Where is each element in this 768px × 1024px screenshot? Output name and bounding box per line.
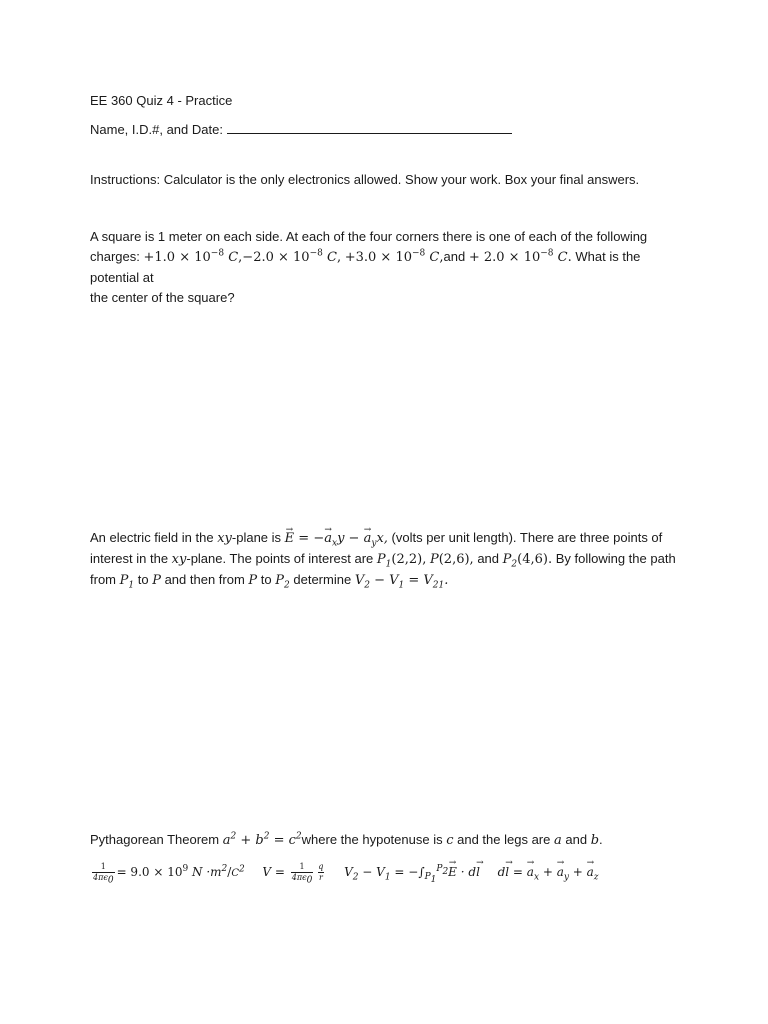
problem-1-line-1: A square is 1 meter on each side. At each of the four corners there is one of each of the following [90,229,648,244]
name-blank[interactable] [227,121,512,134]
charge-1: $+1.0 \times 10^{-8}$ C, [143,248,243,265]
problem-1-line-2 [90,247,690,288]
problem-2-line-1: An electric field in the xy-plane is → E = −→ $a_xy$ − → $a_yx$, (volts per unit length). There are three points of [90,528,690,549]
point-p: P [429,552,439,567]
instructions: Instructions: Calculator is the only electronics allowed. Show your work. Box your final answers. [90,172,640,187]
quiz-title: EE 360 Quiz 4 - Practice [90,93,233,108]
charge-4: + $2.0 \times 10^{-8}$ C. [468,248,572,265]
point-p2: $P_2$ [502,552,518,570]
formula-line: $\frac{1}{4\pi\epsilon_0}$ = $9.0 \times 10^9$ $N \cdot m^2/C^2$ V = $\frac{1}{4\pi\epsilon_0}$ $\frac{q}{r}$ $V_2 - V_1 = -\int_{P_1}^{P_2}\to E \cdot d\to l$ d→ l = → $a_x$ + → $a_y$ + → $a_z$ [90,862,710,884]
name-line [90,120,690,140]
name-line-label: Name, I.D.#, and Date: [90,122,223,137]
problem-2-line-3: from $P_1$ to P and then from P to $P_2$ determine $V_2 - V_1 = V_{21}$. [90,572,449,591]
problem-2 [90,528,690,591]
charge-3: $+3.0 \times 10^{-8}$ C, [344,248,444,265]
charge-2: $-2.0 \times 10^{-8}$ C, [242,248,342,265]
potential-formula: V = [262,865,289,879]
v21-expression: $V_2 - V_1 = V_{21}$. [354,573,449,591]
point-p1: $P_1$ [376,552,392,570]
problem-1-line-3: the center of the square? [90,290,235,305]
problem-1 [90,227,690,308]
e-field-expression: → E = −→ $a_xy$ − → $a_yx$, [285,531,388,546]
dl-formula: d→ l = → $a_x$ + → $a_y$ + → $a_z$ [498,865,599,879]
problem-2-line-2: interest in the xy-plane. The points of interest are $P_1(2,2)$, P(2,6), and $P_2(4,6)$. By following the path [90,551,676,570]
pythagorean-line: Pythagorean Theorem $a^2 + b^2$ = $c^2where$ the hypotenuse is c and the legs are a and b. [90,831,603,848]
line-integral-formula: $V_2 - V_1 = -\int_{P_1}^{P_2}\to E \cdot d\to l$ [344,865,480,879]
coulomb-constant-fraction: $\frac{1}{4\pi\epsilon_0}$ [93,862,114,886]
charges-label: charges: [90,249,140,264]
xy-plane: xy [217,531,232,546]
and-text: and [443,249,466,264]
question-tail: What is the potential at [90,249,641,285]
